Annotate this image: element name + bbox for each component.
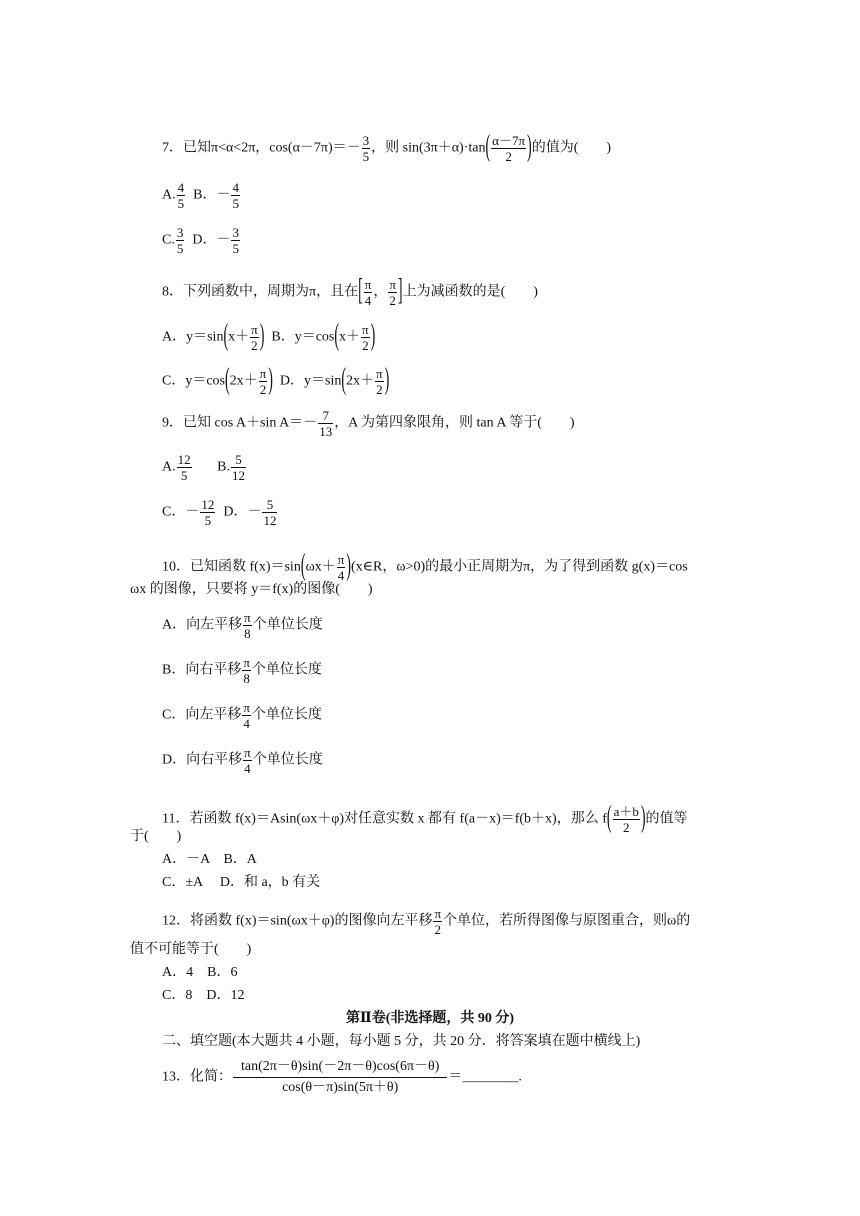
question-12-stem: 12．将函数 f(x)＝sin(ωx＋φ)的图像向左平移 $\frac{\pi}{2}$ 个单位，若所得图像与原图重合，则ω的 bbox=[162, 906, 691, 937]
q12-options-ab: A．4 B．6 bbox=[162, 965, 238, 980]
right-paren: ) bbox=[527, 130, 532, 164]
q12-options-cd: C．8 D．12 bbox=[162, 988, 245, 1003]
q9-options-ab: A. $\frac{12}{5}$ B. $\frac{5}{12}$ bbox=[162, 452, 245, 483]
left-paren: ( bbox=[485, 130, 491, 164]
question-8-stem: 8．下列函数中，周期为π，且在[ $\frac{\pi}{4}$ ， $\frac{\pi}{2}$ ]上为减函数的是( ) bbox=[162, 274, 538, 308]
q7-options-cd: C. $\frac{3}{5}$ D．－ $\frac{3}{5}$ bbox=[162, 225, 239, 256]
question-9-stem: 9．已知 cos A＋sin A＝－ $\frac{7}{13}$ ，A 为第四象限角，则 tan A 等于( ) bbox=[162, 408, 575, 439]
section-instructions: 二、填空题(本大题共 4 小题，每小题 5 分，共 20 分．将答案填在题中横线上) bbox=[162, 1034, 641, 1049]
q7-fraction: $\frac{3}{5}$ bbox=[362, 133, 370, 164]
question-10-stem-cont: ωx 的图像，只要将 y＝f(x)的图像( ) bbox=[130, 582, 373, 597]
q9-options-cd: C．－ $\frac{12}{5}$ D．－ $\frac{5}{12}$ bbox=[162, 497, 277, 528]
q7-paren-fraction: $\frac{\alpha-7\pi}{2}$ bbox=[492, 133, 526, 164]
q7-text-a: 7．已知π<α<2π，cos(α－7π)＝－ bbox=[162, 140, 361, 156]
q11-options-ab: A．－A B．A bbox=[162, 852, 257, 867]
q10-option-c: C．向左平移 $\frac{\pi}{4}$ 个单位长度 bbox=[162, 700, 322, 731]
q8-options-cd: C．y＝cos(2x＋ $\frac{\pi}{2}$ ) D．y＝sin(2x＋ $\frac{\pi}{2}$ ) bbox=[162, 363, 390, 397]
q8-options-ab: A．y＝sin(x＋ $\frac{\pi}{2}$ ) B．y＝cos(x＋ $\frac{\pi}{2}$ ) bbox=[162, 319, 376, 353]
question-10-stem: 10．已知函数 f(x)＝sin(ωx＋ $\frac{\pi}{4}$ )(x∈R，ω>0)的最小正周期为π，为了得到函数 g(x)＝cos bbox=[162, 549, 688, 583]
q11-options-cd: C．±A D．和 a，b 有关 bbox=[162, 875, 321, 890]
q10-option-b: B．向右平移 $\frac{\pi}{8}$ 个单位长度 bbox=[162, 655, 322, 686]
q7-options-ab: A. $\frac{4}{5}$ B．－ $\frac{4}{5}$ bbox=[162, 180, 239, 211]
q13-fraction: $\frac{\tan(2\pi-\theta)\sin(-2\pi-\theta)\cos(6\pi-\theta)}{\cos(\theta-\pi)\sin(5\pi+\theta)}$ bbox=[233, 1057, 447, 1098]
q10-option-a: A．向左平移 $\frac{\pi}{8}$ 个单位长度 bbox=[162, 610, 323, 641]
question-7-stem bbox=[162, 130, 612, 164]
q10-option-d: D．向右平移 $\frac{\pi}{4}$ 个单位长度 bbox=[162, 745, 323, 776]
question-12-stem-cont: 值不可能等于( ) bbox=[130, 942, 252, 957]
section-title: 第Ⅱ卷(非选择题，共 90 分) bbox=[345, 1011, 515, 1026]
q7-text-b: ，则 sin(3π＋α)·tan bbox=[371, 140, 486, 156]
question-11-stem-cont: 于( ) bbox=[130, 829, 182, 844]
question-11-stem: 11．若函数 f(x)＝Asin(ωx＋φ)对任意实数 x 都有 f(a－x)＝f(b＋x)，那么 f( $\frac{a+b}{2}$ )的值等 bbox=[162, 801, 688, 835]
q7-text-c: 的值为( ) bbox=[531, 140, 612, 156]
question-13: 13．化简： $\frac{\tan(2\pi-\theta)\sin(-2\pi-\theta)\cos(6\pi-\theta)}{\cos(\theta-\pi)\sin(5\pi+\theta)}$ ＝________. bbox=[162, 1057, 522, 1098]
